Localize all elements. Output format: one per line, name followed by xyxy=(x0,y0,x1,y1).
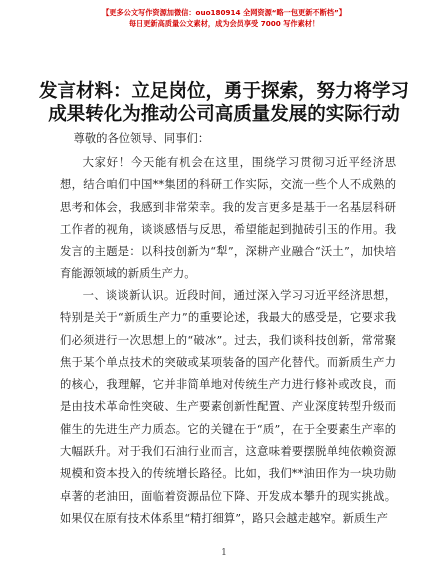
salutation: 尊敬的各位领导、同事们： xyxy=(73,132,210,145)
title-line-1: 发言材料：立足岗位，勇于探索，努力将学习 xyxy=(38,81,409,102)
paragraph-1: 大家好！今天能有机会在这里，围绕学习贯彻习近平经济思想，结合咱们中国**集团的科研工作实际，交流一些个人不成熟的思考和体会，我感到非常荣幸。我的发言更多是基于一名基层科研工作者的视角，谈谈感悟与反思，希望能起到抛砖引玉的作用。我发言的主题是：以科技创新为“犁”，深耕产业融合“沃土”，加快培育能源领域的新质生产力。 xyxy=(60,156,396,281)
document-title xyxy=(0,80,448,126)
page-number: 1 xyxy=(221,548,227,558)
paragraph-2: 一、谈谈新认识。近段时间，通过深入学习习近平经济思想，特别是关于“新质生产力”的重要论述，我最大的感受是，它要求我们必须进行一次思想上的“破冰”。过去，我们谈科技创新，常常聚焦于某个单点技术的突破或某项装备的国产化替代。而新质生产力的核心，我理解，它并非简单地对传统生产力进行修补或改良，而是由技术革命性突破、生产要素创新性配置、产业深度转型升级而催生的先进生产力质态。它的关键在于“质”，在于全要素生产率的大幅跃升。对于我们石油行业而言，这意味着要摆脱单纯依赖资源规模和资本投入的传统增长路径。比如，我们**油田作为一块功勋卓著的老油田，面临着资源品位下降、开发成本攀升的现实挑战。如果仅在原有技术体系里“精打细算”，路只会越走越窄。新质生产 xyxy=(60,289,396,525)
promo-banner-line1: 【更多公文写作资源加微信：ouo180914 全网资源“略一包更新不断档”】 xyxy=(102,8,346,17)
title-line-2: 成果转化为推动公司高质量发展的实际行动 xyxy=(48,104,400,125)
promo-banner-line2: 每日更新高质量公文素材，成为会员享受 7000 写作素材！ xyxy=(128,19,320,28)
promo-banner xyxy=(0,8,448,29)
